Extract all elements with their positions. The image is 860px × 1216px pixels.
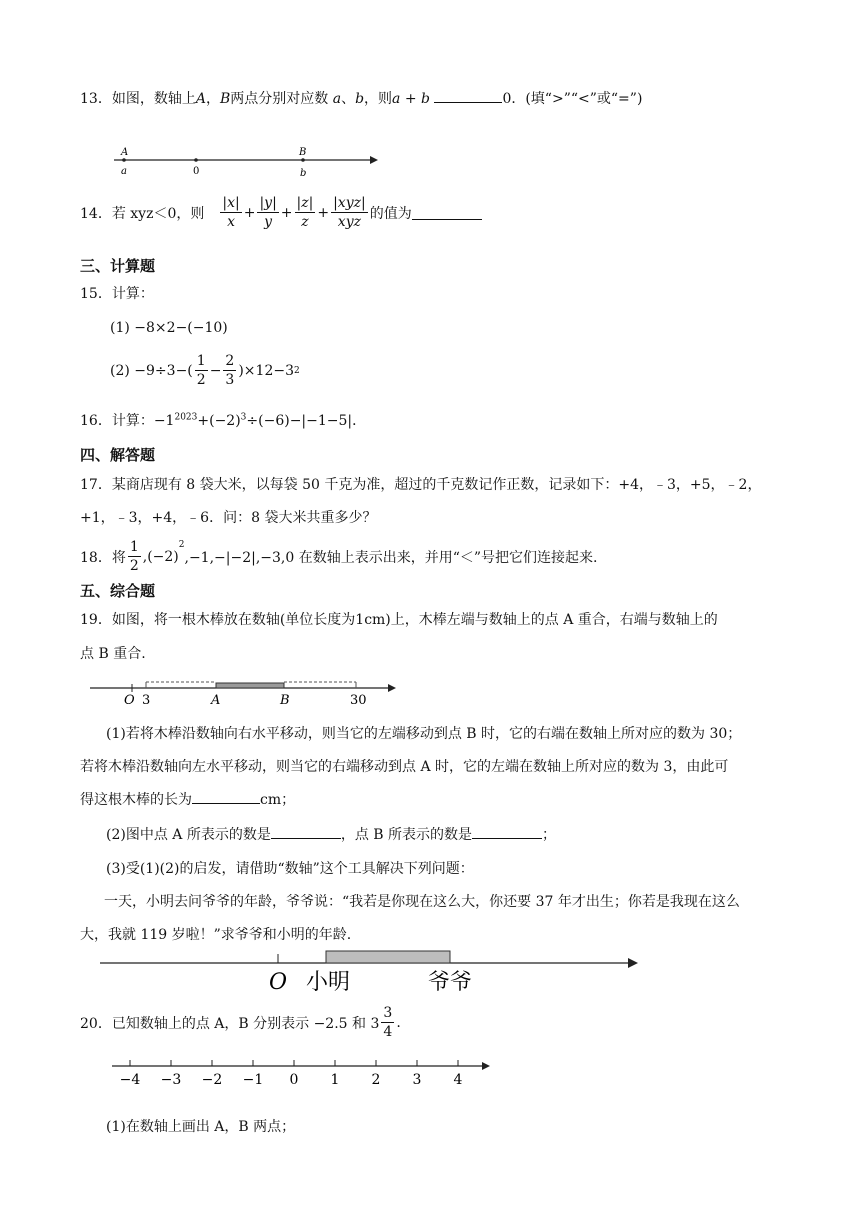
- tick-label: 2: [371, 1072, 381, 1088]
- q19-part1-line3: 得这根木棒的长为 cm；: [80, 789, 295, 809]
- q20-stem: 20． 已知数轴上的点 A，B 分别表示 −2.5 和 3 $\frac{3}{4}$ .: [80, 1005, 401, 1040]
- q15-part1: (1) −8×2−(−10): [110, 320, 228, 336]
- tick-label: −1: [242, 1072, 264, 1088]
- label-A: A: [121, 147, 129, 158]
- label-B: B: [299, 147, 307, 158]
- fraction: $\frac{2}{3}$: [225, 353, 235, 388]
- point-zero: [194, 158, 198, 162]
- answer-blank[interactable]: [434, 88, 502, 103]
- fraction: $\frac{1}{2}$: [129, 539, 139, 574]
- tick-label: −4: [119, 1072, 141, 1088]
- age-segment: [326, 951, 450, 963]
- q17-line1: 17．某商店现有 8 袋大米，以每袋 50 千克为准，超过的千克数记作正数，记录如下：+4，﹣3，+5，﹣2，: [80, 477, 762, 493]
- q19-age-number-line: [98, 946, 642, 998]
- q19-part2: (2)图中点 A 所表示的数是 ，点 B 所表示的数是 ；: [106, 824, 556, 844]
- expression: −8×2−(−10): [134, 320, 228, 336]
- fraction-x: $\frac{|x|}{x}$: [222, 195, 240, 230]
- fraction-y: $\frac{|y|}{y}$: [259, 195, 277, 230]
- q15-part2: (2) −9÷3−( $\frac{1}{2}$ − $\frac{2}{3}$ )×12−3 2: [110, 353, 300, 388]
- q19-line2: 点 B 重合.: [80, 646, 146, 662]
- label-30: 30: [350, 693, 367, 708]
- fraction: $\frac{3}{4}$: [383, 1005, 393, 1040]
- label-3: 3: [142, 693, 151, 708]
- q19-stick-number-line: [88, 674, 400, 708]
- tick-label: 1: [330, 1072, 340, 1088]
- q14-stem: 14． 若 xyz＜0，则 $\frac{|x|}{x}$ + $\frac{|y|}{y}$ + $\frac{|z|}{z}$ + $\frac{\text{|xyz|}}{\text{xyz}}$ 的值为: [80, 196, 482, 229]
- label-a: a: [121, 166, 127, 177]
- q13-number-line: [108, 140, 378, 180]
- label-O: O: [269, 970, 288, 995]
- wooden-stick: [216, 683, 284, 688]
- q19-part3: (3)受(1)(2)的启发，请借助“数轴”这个工具解决下列问题：: [106, 861, 474, 877]
- tick-label: 3: [412, 1072, 422, 1088]
- section-heading: 三、计算题: [80, 257, 156, 275]
- section-heading: 五、综合题: [80, 582, 156, 600]
- tick-label: 0: [289, 1072, 299, 1088]
- answer-blank[interactable]: [192, 789, 260, 804]
- label-xiaoming: 小明: [306, 970, 351, 995]
- q20-number-line: [110, 1054, 494, 1090]
- tick-label: −2: [201, 1072, 223, 1088]
- q19-story-line2: 大，我就 119 岁啦！”求爷爷和小明的年龄.: [80, 927, 352, 943]
- answer-blank[interactable]: [412, 205, 482, 220]
- point-a: [122, 158, 126, 162]
- q13-stem: 13．如图，数轴上A，B两点分别对应数 a、b，则a + b 0．(填“>”“<”或“=”): [80, 88, 642, 108]
- tick-label: 4: [453, 1072, 463, 1088]
- q19-part1-line1: (1)若将木棒沿数轴向右水平移动，则当它的左端移动到点 B 时，它的右端在数轴上所对应的数为 30；: [106, 726, 742, 742]
- q19-part1-line2: 若将木棒沿数轴向左水平移动，则当它的右端移动到点 A 时，它的左端在数轴上所对应的数为 3，由此可: [80, 759, 729, 775]
- answer-blank[interactable]: [472, 824, 542, 839]
- q19-line1: 19．如图，将一根木棒放在数轴(单位长度为1cm)上，木棒左端与数轴上的点 A 重合，右端与数轴上的: [80, 612, 718, 628]
- point-b: [301, 158, 305, 162]
- fraction-z: $\frac{|z|}{z}$: [296, 195, 314, 230]
- q17-line2: +1，﹣3，+4，﹣6．问：8 袋大米共重多少？: [80, 510, 377, 526]
- q18-stem: 18． 将 $\frac{1}{2}$ ,(−2) $^2$ ,−1,−|−2|,−3,0 在数轴上表示出来，并用“＜”号把它们连接起来.: [80, 539, 598, 574]
- q20-part1: (1)在数轴上画出 A，B 两点；: [106, 1119, 296, 1135]
- label-b: b: [300, 168, 307, 179]
- label-grandpa: 爷爷: [428, 970, 473, 995]
- q15-stem: 15．计算：: [80, 286, 154, 302]
- section-heading: 四、解答题: [80, 446, 156, 464]
- q16-stem: 16．计算：$-1^{2023}+(-2)^3\div(-6)-|-1-5|$．: [80, 412, 367, 429]
- answer-blank[interactable]: [271, 824, 341, 839]
- tick-label: −3: [160, 1072, 182, 1088]
- label-A: A: [211, 693, 221, 708]
- label-O: O: [124, 693, 135, 708]
- fraction: $\frac{1}{2}$: [196, 353, 206, 388]
- fraction-xyz: $\frac{\text{|xyz|}}{\text{xyz}}$: [333, 195, 366, 230]
- q19-story-line1: 一天，小明去问爷爷的年龄，爷爷说：“我若是你现在这么大，你还要 37 年才出生；你若是我现在这么: [104, 894, 740, 910]
- label-B: B: [280, 693, 290, 708]
- q13-expression: a + b: [392, 91, 430, 107]
- label-zero: 0: [193, 166, 200, 177]
